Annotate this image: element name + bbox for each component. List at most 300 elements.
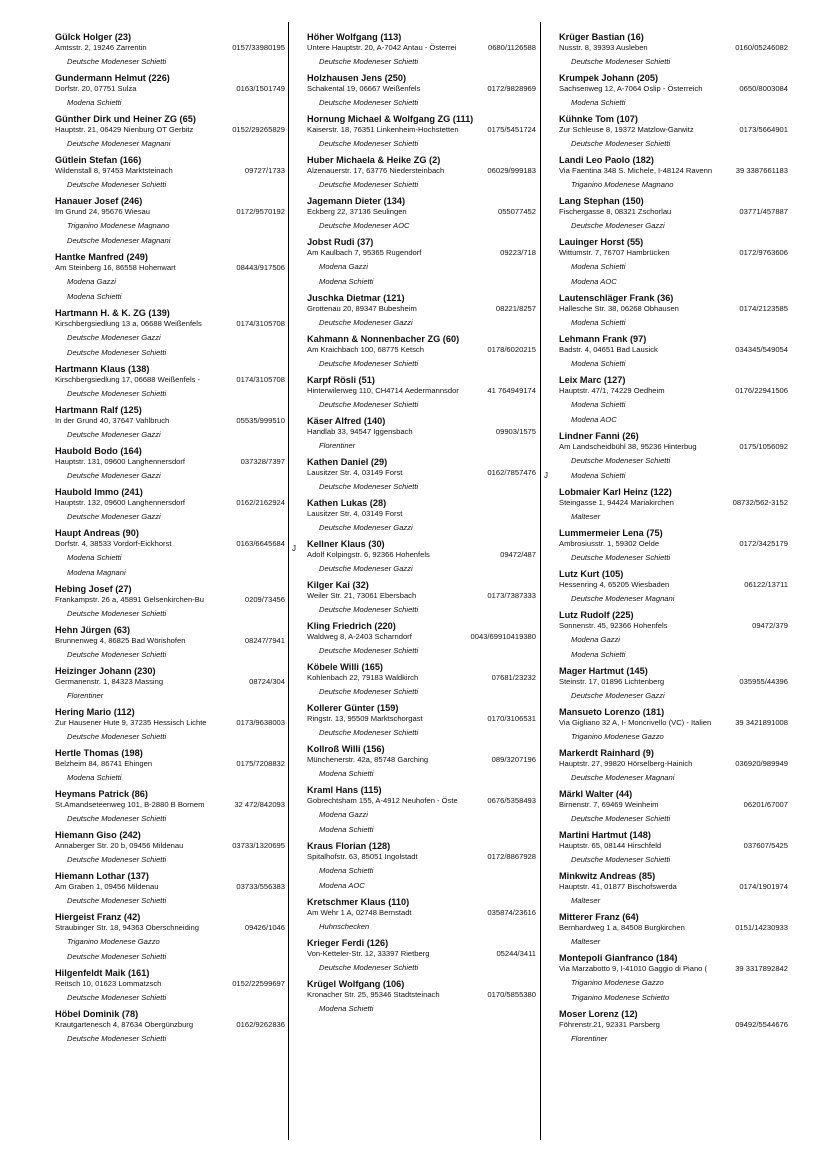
column-marker: J: [544, 471, 548, 480]
breed-club: Modena Schietti: [319, 866, 374, 875]
member-address: Lausitzer Str. 4, 03149 Forst: [307, 509, 403, 518]
member-phone: 0152/29265829: [232, 125, 285, 134]
member-address: Hauptstr. 131, 09600 Langhennersdorf: [55, 457, 186, 466]
address-line: [559, 1020, 788, 1030]
address-line: [559, 386, 788, 396]
directory-entry: [559, 789, 788, 824]
member-name: Höher Wolfgang (113): [307, 32, 402, 42]
member-address: Wildenstall 8, 97453 Marktsteinach: [55, 166, 173, 175]
address-line: [55, 800, 285, 810]
member-address: Schakental 19, 06667 Weißenfels: [307, 84, 421, 93]
member-name: Kilger Kai (32): [307, 580, 369, 590]
member-address: Via Gigliano 32 A, I- Moncrivello (VC) - Italien: [559, 718, 712, 727]
member-phone: 037607/5425: [743, 841, 788, 850]
address-line: [307, 166, 536, 176]
address-line: [55, 718, 285, 728]
member-address: Fischergasse 8, 08321 Zschorlau: [559, 207, 672, 216]
member-phone: 037328/7397: [240, 457, 285, 466]
member-phone: 0170/5855380: [487, 990, 536, 999]
breed-club: Deutsche Modeneser Schietti: [319, 98, 419, 107]
directory-entry: [55, 707, 285, 742]
member-phone: 08247/7941: [244, 636, 285, 645]
address-line: [55, 677, 285, 687]
member-name: Hantke Manfred (249): [55, 252, 148, 262]
member-address: Am Landscheidbühl 38, 95236 Hinterbug: [559, 442, 697, 451]
directory-entry: [55, 871, 285, 906]
member-phone: 0676/5358493: [487, 796, 536, 805]
member-name: Gülck Holger (23): [55, 32, 132, 42]
breed-club: Deutsche Modeneser Schietti: [571, 139, 671, 148]
directory-entry: [559, 334, 788, 369]
breed-club: Modena Schietti: [319, 769, 374, 778]
directory-entry: [55, 830, 285, 865]
member-address: Steinstr. 17, 01896 Lichtenberg: [559, 677, 665, 686]
directory-entry: [307, 114, 536, 149]
directory-entry: [307, 703, 536, 738]
address-line: [307, 673, 536, 683]
directory-entry: [559, 912, 788, 947]
member-name: Jobst Rudi (37): [307, 237, 374, 247]
directory-column-3: [559, 32, 788, 1050]
member-address: Zur Hausener Hute 9, 37235 Hessisch Lichte: [55, 718, 207, 727]
member-name: Leix Marc (127): [559, 375, 626, 385]
address-line: [307, 248, 536, 258]
member-name: Kollroß Willi (156): [307, 744, 385, 754]
address-line: [307, 84, 536, 94]
address-line: [559, 84, 788, 94]
member-phone: 05535/999510: [236, 416, 285, 425]
member-address: Reitsch 10, 01623 Lommatzsch: [55, 979, 162, 988]
breed-club: Deutsche Modeneser Schietti: [571, 855, 671, 864]
member-name: Gütlein Stefan (166): [55, 155, 142, 165]
breed-club: Florentiner: [571, 1034, 608, 1043]
address-line: [559, 539, 788, 549]
member-address: Zur Schleuse 8, 19372 Matzlow-Garwitz: [559, 125, 694, 134]
member-address: Brunnenweg 4, 86825 Bad Wörishofen: [55, 636, 186, 645]
breed-club: Modena Schietti: [571, 650, 626, 659]
member-phone: 0174/3105708: [236, 375, 285, 384]
member-phone: 09223/718: [500, 248, 536, 257]
member-phone: 06122/13711: [744, 580, 788, 589]
member-address: Münchenerstr. 42a, 85748 Garching: [307, 755, 429, 764]
member-name: Kathen Lukas (28): [307, 498, 387, 508]
member-name: Heymans Patrick (86): [55, 789, 148, 799]
member-address: Hessenring 4, 65205 Wiesbaden: [559, 580, 670, 589]
directory-entry: [55, 114, 285, 149]
member-address: Ambrosiusstr. 1, 59302 Oelde: [559, 539, 660, 548]
member-name: Günther Dirk und Heiner ZG (65): [55, 114, 196, 124]
member-name: Mager Hartmut (145): [559, 666, 648, 676]
breed-club: Modena AOC: [571, 277, 617, 286]
member-address: Kirschbergsiedlung 13 a, 06688 Weißenfels: [55, 319, 202, 328]
member-name: Hartmann Klaus (138): [55, 364, 150, 374]
member-phone: 0175/7208832: [236, 759, 285, 768]
member-address: Dorfstr. 4, 38533 Vordorf-Eickhorst: [55, 539, 172, 548]
member-phone: 05244/3411: [496, 949, 536, 958]
member-phone: 0172/3425179: [739, 539, 788, 548]
directory-entry: [559, 1009, 788, 1044]
member-name: Mansueto Lorenzo (181): [559, 707, 665, 717]
breed-club: Deutsche Modeneser Schietti: [67, 952, 167, 961]
member-address: Ringstr. 13, 95509 Marktschorgast: [307, 714, 423, 723]
member-name: Köbele Willi (165): [307, 662, 383, 672]
member-address: Hauptstr. 21, 06429 Nienburg OT Gerbitz: [55, 125, 194, 134]
breed-club: Modena Gazzi: [319, 810, 368, 819]
member-phone: 0157/33980195: [232, 43, 285, 52]
member-address: Von-Ketteler-Str. 12, 33397 Rietberg: [307, 949, 430, 958]
member-phone: 08221/8257: [495, 304, 536, 313]
member-name: Huber Michaela & Heike ZG (2): [307, 155, 441, 165]
column-divider: [288, 22, 289, 1140]
directory-entry: [307, 744, 536, 779]
breed-club: Deutsche Modeneser Schietti: [571, 814, 671, 823]
directory-entry: [55, 364, 285, 399]
member-name: Hartmann Ralf (125): [55, 405, 142, 415]
member-name: Hornung Michael & Wolfgang ZG (111): [307, 114, 474, 124]
address-line: [307, 796, 536, 806]
member-address: Im Grund 24, 95676 Wiesau: [55, 207, 150, 216]
column-divider: [540, 22, 541, 1140]
breed-club: Deutsche Modeneser Magnani: [571, 594, 675, 603]
address-line: [55, 759, 285, 769]
member-phone: 0043/69910419380: [470, 632, 536, 641]
address-line: [307, 591, 536, 601]
member-phone: 0174/3105708: [236, 319, 285, 328]
member-address: Badstr. 4, 04651 Bad Lausick: [559, 345, 658, 354]
member-address: Weiler Str. 21, 73061 Ebersbach: [307, 591, 417, 600]
member-address: Spitalhofstr. 63, 85051 Ingolstadt: [307, 852, 418, 861]
member-phone: 08724/304: [249, 677, 285, 686]
breed-club: Triganino Modenese Magnano: [571, 180, 674, 189]
address-line: [307, 207, 536, 217]
address-line: [55, 166, 285, 176]
breed-club: Deutsche Modeneser Schietti: [319, 180, 419, 189]
address-line: [55, 595, 285, 605]
member-phone: 0151/14230933: [735, 923, 788, 932]
directory-entry: [55, 32, 285, 67]
member-phone: 09492/5544676: [735, 1020, 788, 1029]
address-line: [307, 852, 536, 862]
member-address: Steingasse 1, 94424 Mariakirchen: [559, 498, 674, 507]
directory-entry: [559, 196, 788, 231]
member-phone: 0162/9262836: [236, 1020, 285, 1029]
address-line: [55, 263, 285, 273]
directory-entry: [55, 73, 285, 108]
directory-entry: [307, 938, 536, 973]
directory-entry: [55, 308, 285, 358]
breed-club: Triganino Modenese Gazzo: [571, 732, 664, 741]
directory-entry: [55, 252, 285, 302]
directory-entry: [559, 569, 788, 604]
member-address: Hauptstr. 47/1, 74229 Oedheim: [559, 386, 665, 395]
member-phone: 07681/23232: [491, 673, 536, 682]
member-name: Karpf Rösli (51): [307, 375, 375, 385]
member-name: Kahmann & Nonnenbacher ZG (60): [307, 334, 460, 344]
member-name: Kraml Hans (115): [307, 785, 382, 795]
member-name: Krügel Wolfgang (106): [307, 979, 405, 989]
member-phone: 0173/5664901: [739, 125, 788, 134]
member-address: Hauptstr. 41, 01877 Bischofswerda: [559, 882, 677, 891]
member-name: Landi Leo Paolo (182): [559, 155, 654, 165]
member-address: Föhrenstr.21, 92331 Parsberg: [559, 1020, 660, 1029]
breed-club: Modena Schietti: [571, 471, 626, 480]
member-phone: 0172/9763606: [739, 248, 788, 257]
member-phone: 0160/05246082: [735, 43, 788, 52]
breed-club: Modena Schietti: [571, 98, 626, 107]
directory-entry: [307, 334, 536, 369]
member-address: St.Amandseteenweg 101, B-2880 B Bornem: [55, 800, 205, 809]
column-marker: J: [292, 544, 296, 553]
member-address: Hauptstr. 65, 08144 Hirschfeld: [559, 841, 662, 850]
member-name: Kretschmer Klaus (110): [307, 897, 410, 907]
directory-entry: [307, 237, 536, 287]
breed-club: Triganino Modenese Gazzo: [571, 978, 664, 987]
address-line: [307, 632, 536, 642]
directory-entry: [559, 707, 788, 742]
member-phone: 06201/67007: [743, 800, 788, 809]
address-line: [307, 949, 536, 959]
breed-club: Deutsche Modeneser Schietti: [319, 139, 419, 148]
breed-club: Deutsche Modeneser Gazzi: [67, 471, 161, 480]
breed-club: Deutsche Modeneser Schietti: [319, 605, 419, 614]
breed-club: Modena Gazzi: [319, 262, 368, 271]
directory-entry: [55, 666, 285, 701]
directory-entry: [307, 841, 536, 891]
breed-club: Malteser: [571, 937, 601, 946]
member-phone: 034345/549054: [735, 345, 788, 354]
member-phone: 0172/8867928: [487, 852, 536, 861]
breed-club: Modena Schietti: [67, 292, 122, 301]
address-line: [55, 923, 285, 933]
breed-club: Deutsche Modeneser Schietti: [67, 180, 167, 189]
member-address: Hinterwilerweg 110, CH4714 Aedermannsdor: [307, 386, 459, 395]
breed-club: Malteser: [571, 896, 601, 905]
member-phone: 0175/1056092: [739, 442, 788, 451]
address-line: [55, 1020, 285, 1030]
member-name: Krüger Bastian (16): [559, 32, 644, 42]
breed-club: Deutsche Modeneser Gazzi: [67, 430, 161, 439]
member-phone: 035874/23616: [487, 908, 536, 917]
breed-club: Modena Schietti: [319, 825, 374, 834]
address-line: [559, 677, 788, 687]
directory-entry: [55, 528, 285, 578]
address-line: [559, 304, 788, 314]
address-line: [559, 580, 788, 590]
address-line: [55, 125, 285, 135]
breed-club: Malteser: [571, 512, 601, 521]
member-phone: 0176/22941506: [735, 386, 788, 395]
member-name: Hehn Jürgen (63): [55, 625, 131, 635]
directory-entry: [559, 155, 788, 190]
address-line: [307, 755, 536, 765]
member-phone: 0172/9570192: [236, 207, 285, 216]
breed-club: Deutsche Modeneser Schietti: [67, 348, 167, 357]
member-name: Lauinger Horst (55): [559, 237, 644, 247]
address-line: [55, 416, 285, 426]
breed-club: Modena Gazzi: [67, 277, 116, 286]
breed-club: Deutsche Modeneser Schietti: [67, 57, 167, 66]
member-name: Haupt Andreas (90): [55, 528, 139, 538]
directory-entry: [55, 584, 285, 619]
address-line: [559, 345, 788, 355]
member-name: Kathen Daniel (29): [307, 457, 388, 467]
member-address: Bernhardweg 1 a, 84508 Burgkirchen: [559, 923, 685, 932]
address-line: [307, 468, 536, 478]
address-line: [559, 498, 788, 508]
breed-club: Deutsche Modeneser Gazzi: [571, 691, 665, 700]
breed-club: Deutsche Modeneser Schietti: [319, 482, 419, 491]
member-address: Sonnenstr. 45, 92366 Hohenfels: [559, 621, 668, 630]
directory-entry: [559, 748, 788, 783]
breed-club: Modena Schietti: [571, 262, 626, 271]
member-address: Grottenau 20, 89347 Bubesheim: [307, 304, 417, 313]
directory-entry: [307, 662, 536, 697]
member-address: Nusstr. 8, 39393 Ausleben: [559, 43, 648, 52]
member-name: Hebing Josef (27): [55, 584, 132, 594]
member-name: Hiemann Giso (242): [55, 830, 141, 840]
member-name: Lobmaier Karl Heinz (122): [559, 487, 672, 497]
directory-entry: [559, 487, 788, 522]
member-name: Höbel Dominik (78): [55, 1009, 139, 1019]
directory-entry: [559, 293, 788, 328]
directory-entry: [307, 416, 536, 451]
member-name: Haubold Immo (241): [55, 487, 143, 497]
member-phone: 089/3207196: [491, 755, 536, 764]
breed-club: Florentiner: [67, 691, 104, 700]
member-address: Handlab 33, 94547 Iggensbach: [307, 427, 413, 436]
breed-club: Deutsche Modeneser AOC: [319, 221, 410, 230]
member-address: Sachsenweg 12, A-7064 Oslip - Österreich: [559, 84, 703, 93]
member-phone: 036920/989949: [735, 759, 788, 768]
address-line: [55, 841, 285, 851]
directory-entry: [307, 539, 536, 574]
breed-club: Deutsche Modeneser Schietti: [67, 609, 167, 618]
member-name: Kraus Florian (128): [307, 841, 391, 851]
member-phone: 39 3317892842: [735, 964, 788, 973]
breed-club: Deutsche Modeneser Magnani: [67, 139, 171, 148]
member-phone: 09903/1575: [495, 427, 536, 436]
directory-column-1: [55, 32, 285, 1050]
member-address: Hauptstr. 132, 09600 Langhennersdorf: [55, 498, 186, 507]
member-address: Kaiserstr. 18, 76351 Linkenheim-Hochstetten: [307, 125, 459, 134]
member-address: Hauptstr. 27, 99820 Hörselberg-Hainich: [559, 759, 693, 768]
directory-entry: [55, 789, 285, 824]
breed-club: Deutsche Modeneser Gazzi: [67, 512, 161, 521]
member-phone: 39 3421891008: [735, 718, 788, 727]
address-line: [55, 43, 285, 53]
member-name: Kühnke Tom (107): [559, 114, 638, 124]
address-line: [559, 207, 788, 217]
directory-entry: [307, 155, 536, 190]
breed-club: Deutsche Modeneser Schietti: [67, 389, 167, 398]
member-name: Märkl Walter (44): [559, 789, 633, 799]
member-name: Käser Alfred (140): [307, 416, 386, 426]
address-line: [55, 498, 285, 508]
member-phone: 0680/1126588: [487, 43, 536, 52]
directory-entry: [307, 293, 536, 328]
breed-club: Deutsche Modeneser Magnani: [571, 773, 675, 782]
member-phone: 0175/5451724: [487, 125, 536, 134]
member-phone: 03733/1320695: [232, 841, 285, 850]
breed-club: Deutsche Modeneser Magnani: [67, 236, 171, 245]
directory-entry: [307, 621, 536, 656]
member-address: Krautgartenesch 4, 87634 Obergünzburg: [55, 1020, 194, 1029]
address-line: [559, 248, 788, 258]
member-address: Dorfstr. 20, 07751 Sulza: [55, 84, 137, 93]
member-name: Lehmann Frank (97): [559, 334, 647, 344]
breed-club: Deutsche Modeneser Schietti: [319, 57, 419, 66]
member-address: Untere Hauptstr. 20, A-7042 Antau - Österrei: [307, 43, 457, 52]
breed-club: Deutsche Modeneser Schietti: [67, 855, 167, 864]
directory-entry: [559, 528, 788, 563]
address-line: [55, 636, 285, 646]
directory-entry: [307, 196, 536, 231]
member-phone: 09472/487: [500, 550, 536, 559]
member-name: Hilgenfeldt Maik (161): [55, 968, 150, 978]
directory-entry: [307, 785, 536, 835]
member-address: Gobrechtsham 155, A-4912 Neuhofen - Öste: [307, 796, 458, 805]
member-phone: 08443/917506: [236, 263, 285, 272]
breed-club: Deutsche Modeneser Schietti: [319, 963, 419, 972]
address-line: [559, 442, 788, 452]
member-phone: 0174/2123585: [739, 304, 788, 313]
directory-entry: [559, 114, 788, 149]
member-address: Am Wehr 1 A, 02748 Bernstadt: [307, 908, 412, 917]
member-phone: 0163/6645684: [236, 539, 285, 548]
address-line: [307, 43, 536, 53]
member-name: Lindner Fanni (26): [559, 431, 639, 441]
breed-club: Deutsche Modeneser Schietti: [67, 650, 167, 659]
address-line: [559, 800, 788, 810]
member-name: Kellner Klaus (30): [307, 539, 385, 549]
member-phone: 41 764949174: [487, 386, 536, 395]
member-name: Heizinger Johann (230): [55, 666, 156, 676]
breed-club: Modena Schietti: [319, 1004, 374, 1013]
breed-club: Deutsche Modeneser Schietti: [571, 553, 671, 562]
directory-entry: [55, 625, 285, 660]
member-address: Adolf Kolpingstr. 6, 92366 Hohenfels: [307, 550, 430, 559]
directory-entry: [559, 953, 788, 1003]
member-address: Lausitzer Str. 4, 03149 Forst: [307, 468, 403, 477]
breed-club: Deutsche Modeneser Schietti: [319, 728, 419, 737]
breed-club: Deutsche Modeneser Schietti: [319, 359, 419, 368]
directory-entry: [307, 498, 536, 533]
address-line: [307, 990, 536, 1000]
breed-club: Deutsche Modeneser Schietti: [571, 57, 671, 66]
address-line: [559, 882, 788, 892]
address-line: [559, 718, 788, 728]
directory-entry: [559, 375, 788, 425]
address-line: [55, 84, 285, 94]
member-name: Minkwitz Andreas (85): [559, 871, 656, 881]
breed-club: Modena Magnani: [67, 568, 126, 577]
member-phone: 0173/9638003: [236, 718, 285, 727]
member-name: Kling Friedrich (220): [307, 621, 396, 631]
directory-entry: [559, 431, 788, 481]
member-name: Krumpek Johann (205): [559, 73, 659, 83]
member-phone: 06029/999183: [487, 166, 536, 175]
member-name: Hartmann H. & K. ZG (139): [55, 308, 170, 318]
member-phone: 08732/562-3152: [732, 498, 788, 507]
address-line: [55, 207, 285, 217]
member-phone: 0209/73456: [244, 595, 285, 604]
member-address: Eckberg 22, 37136 Seulingen: [307, 207, 407, 216]
member-address: Annaberger Str. 20 b, 09456 Mildenau: [55, 841, 184, 850]
breed-club: Modena Gazzi: [571, 635, 620, 644]
member-name: Hiergeist Franz (42): [55, 912, 141, 922]
member-phone: 0170/3106531: [487, 714, 536, 723]
address-line: [55, 979, 285, 989]
